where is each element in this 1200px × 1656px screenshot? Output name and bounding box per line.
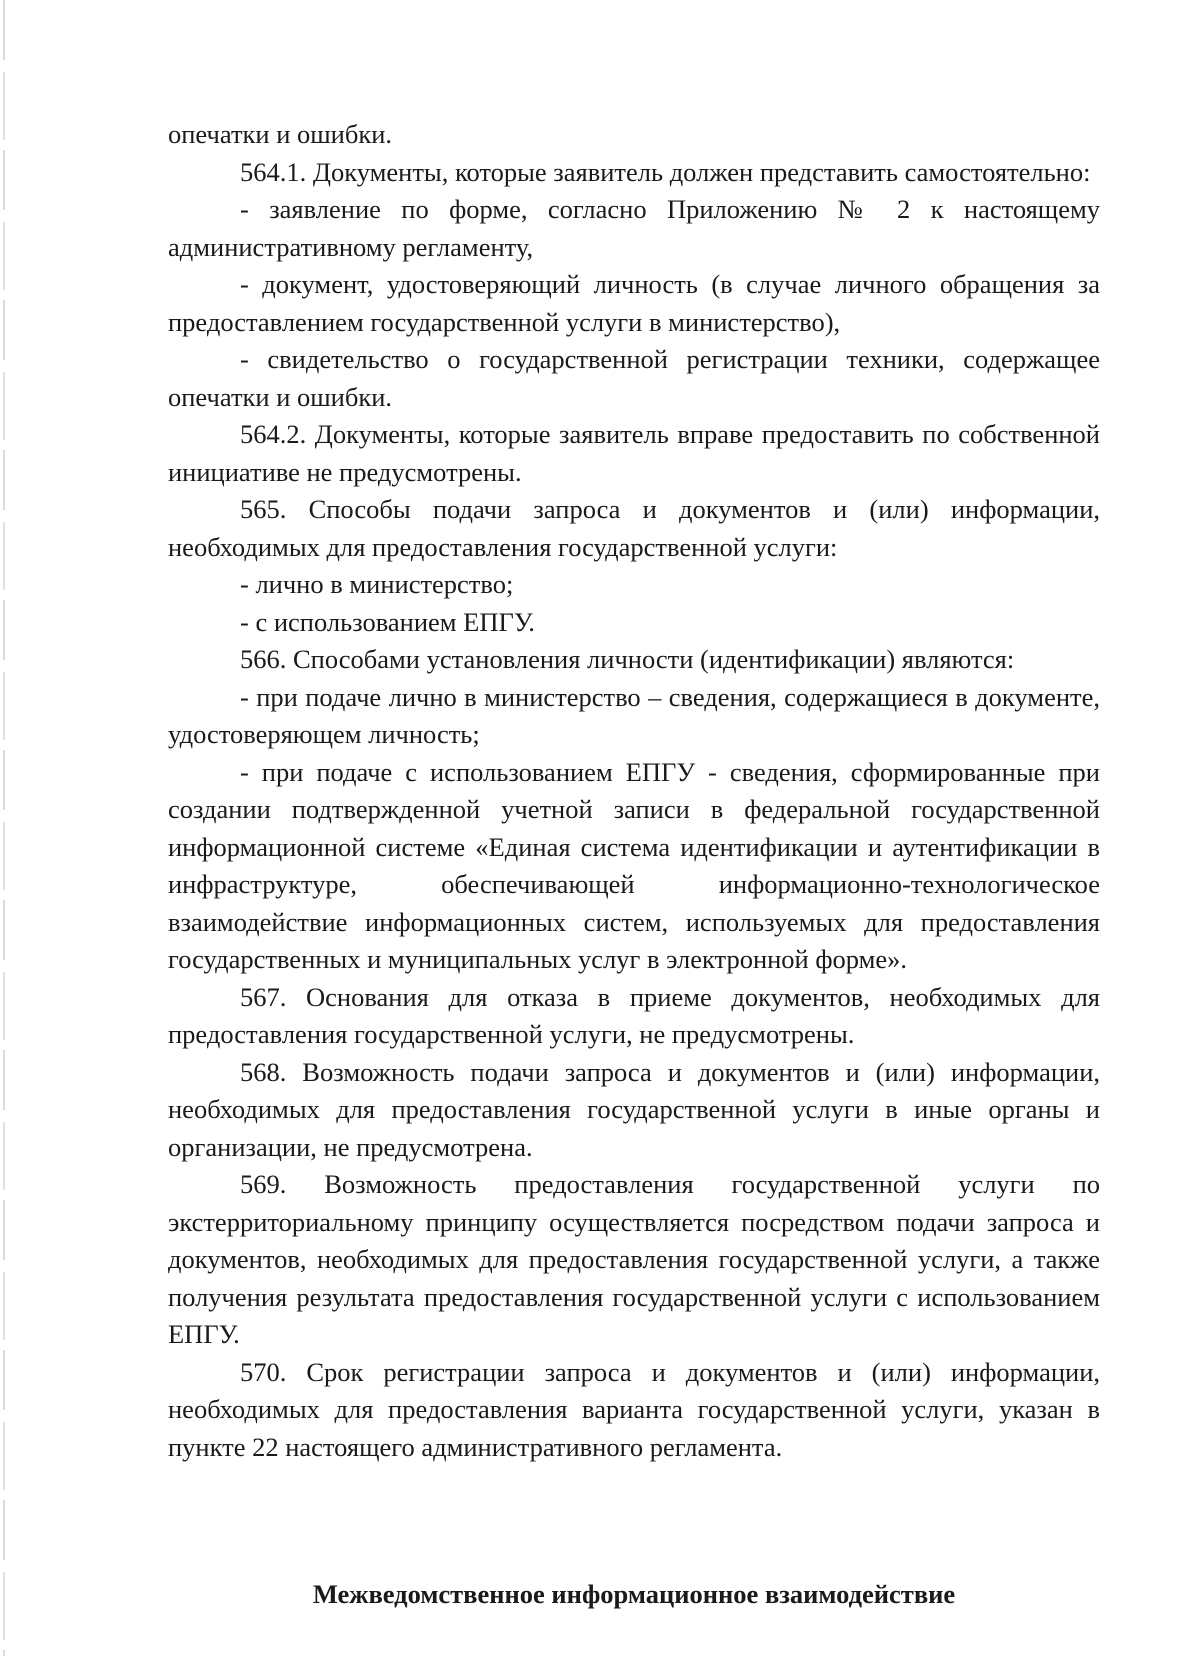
paragraph-569: 569. Возможность предоставления государственной услуги по экстерриториальному принципу осуществляется посредством подачи запроса и документов, необходимых для предоставления государственной услуги, а также получения результата предоставления государственной услуги с использованием ЕПГУ.: [168, 1169, 1100, 1349]
section-heading: Межведомственное информационное взаимодействие: [312, 1579, 956, 1609]
document-body: [168, 116, 1100, 1466]
paragraph-566: 566. Способами установления личности (идентификации) являются:: [240, 644, 1015, 674]
list-item-identity-document: - документ, удостоверяющий личность (в случае личного обращения за предоставлением государственной услуги в министерство),: [168, 269, 1100, 337]
list-item-registration-certificate: - свидетельство о государственной регистрации техники, содержащее опечатки и ошибки.: [168, 344, 1100, 412]
paragraph-565: 565. Способы подачи запроса и документов и (или) информации, необходимых для предоставления государственной услуги:: [168, 494, 1100, 562]
list-item-in-person: - лично в министерство;: [240, 569, 514, 599]
paragraph-570: 570. Срок регистрации запроса и документов и (или) информации, необходимых для предоставления варианта государственной услуги, указан в пункте 22 настоящего административного регламента.: [168, 1356, 1100, 1462]
list-item-identity-in-person: - при подаче лично в министерство – сведения, содержащиеся в документе, удостоверяющем личность;: [168, 681, 1100, 749]
paragraph-continuation: опечатки и ошибки.: [168, 119, 393, 149]
paragraph-564-2: 564.2. Документы, которые заявитель вправе предоставить по собственной инициативе не предусмотрены.: [168, 419, 1100, 487]
paragraph-568: 568. Возможность подачи запроса и документов и (или) информации, необходимых для предоставления государственной услуги в иные органы и организации, не предусмотрена.: [168, 1056, 1100, 1162]
list-item-epgu: - с использованием ЕПГУ.: [240, 606, 535, 637]
list-item-application: - заявление по форме, согласно Приложению № 2 к настоящему административному регламенту,: [168, 194, 1100, 262]
scan-edge-line: [3, 0, 5, 1656]
paragraph-564-1: 564.1. Документы, которые заявитель должен представить самостоятельно:: [240, 156, 1091, 187]
paragraph-567: 567. Основания для отказа в приеме документов, необходимых для предоставления государственной услуги, не предусмотрены.: [168, 981, 1100, 1049]
list-item-identity-epgu: - при подаче с использованием ЕПГУ - сведения, сформированные при создании подтвержденной учетной записи в федеральной государственной информационной системе «Единая система идентификации и аутентификации в инфраструктуре, обеспечивающей информационно-технологическое взаимодействие информационных систем, используемых для предоставления государственных и муниципальных услуг в электронной форме».: [168, 756, 1100, 974]
